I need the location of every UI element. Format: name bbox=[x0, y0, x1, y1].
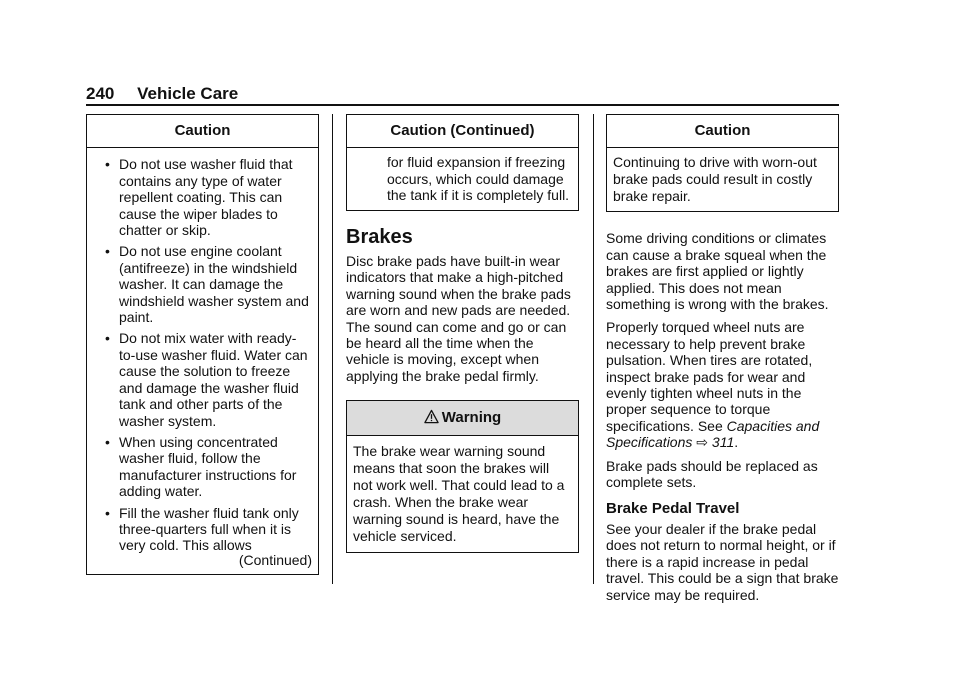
wheel-nuts-paragraph: Properly torqued wheel nuts are necessary to help prevent brake pulsation. When tires are rotated, inspect brake pads for wear and evenly tighten wheel nuts in the proper sequence to torque specifications. See Capacities and Specifications ⇨ 311. bbox=[606, 319, 820, 451]
warning-box bbox=[346, 400, 579, 552]
capacities-link[interactable]: Capacities and Specifications bbox=[606, 417, 820, 451]
page-header bbox=[86, 84, 238, 104]
caution-bullet: • Do not use engine coolant (antifreeze) in the windshield washer. It can damage the windshield washer system and paint. bbox=[105, 243, 309, 326]
caution-bullet: • When using concentrated washer fluid, follow the manufacturer instructions for adding water. bbox=[105, 433, 297, 500]
warning-title: Warning bbox=[441, 409, 502, 427]
column-divider-2 bbox=[593, 114, 594, 584]
caution-box-washer bbox=[86, 114, 319, 575]
caution-bullet-list bbox=[93, 156, 312, 553]
brake-squeal-paragraph: Some driving conditions or climates can cause a brake squeal when the brakes are first applied or lightly applied. This does not mean something is wrong with the brakes. bbox=[606, 230, 829, 313]
caution-title: Caution bbox=[87, 115, 318, 148]
caution-title-brakes: Caution bbox=[607, 115, 838, 148]
continued-label: (Continued) bbox=[238, 551, 312, 568]
caution-continued-title: Caution (Continued) bbox=[347, 115, 578, 148]
caution-bullet: • Do not mix water with ready-to-use washer fluid. Water can cause the solution to freeze and damage the washer fluid tank and other parts of the washer system. bbox=[105, 330, 308, 429]
warning-icon bbox=[424, 409, 439, 424]
page-ref-number[interactable]: 311 bbox=[711, 434, 735, 451]
brakes-heading: Brakes bbox=[346, 225, 413, 248]
warning-header bbox=[347, 401, 578, 435]
caution-box-brakes bbox=[606, 114, 839, 212]
column-divider-1 bbox=[332, 114, 333, 584]
page-number: 240 bbox=[86, 84, 115, 103]
brake-pedal-paragraph: See your dealer if the brake pedal does not return to normal height, or if there is a rapid increase in pedal travel. This could be a sign that brake service may be required. bbox=[606, 520, 839, 603]
header-rule bbox=[86, 104, 839, 106]
caution-bullet: • Do not use washer fluid that contains any type of water repellent coating. This can cause the wiper blades to chatter or skip. bbox=[105, 156, 293, 239]
caution-continued-text: for fluid expansion if freezing occurs, which could damage the tank if it is completely full. bbox=[387, 154, 570, 204]
page-ref-arrow-icon: ⇨ bbox=[696, 434, 709, 451]
replace-pads-paragraph: Brake pads should be replaced as complete sets. bbox=[606, 457, 818, 491]
caution-continued-box bbox=[346, 114, 579, 211]
brake-pedal-travel-heading: Brake Pedal Travel bbox=[606, 499, 740, 517]
column-3 bbox=[606, 114, 839, 610]
brakes-paragraph: Disc brake pads have built-in wear indicators that make a high-pitched warning sound when the brake pads are worn and new pads are needed. The sound can come and go or can be heard all the time when the vehicle is moving, except when applying the brake pedal firmly. bbox=[346, 253, 571, 384]
column-1 bbox=[86, 114, 319, 575]
warning-text: The brake wear warning sound means that soon the brakes will not work well. That could lead to a crash. When the brake wear warning sound is heard, have the vehicle serviced. bbox=[353, 442, 565, 544]
caution-bullet: • Fill the washer fluid tank only three-quarters full when it is very cold. This allows bbox=[105, 504, 299, 554]
caution-text-brakes: Continuing to drive with worn-out brake pads could result in costly brake repair. bbox=[613, 154, 817, 205]
column-2 bbox=[346, 114, 579, 553]
section-title: Vehicle Care bbox=[137, 84, 239, 103]
